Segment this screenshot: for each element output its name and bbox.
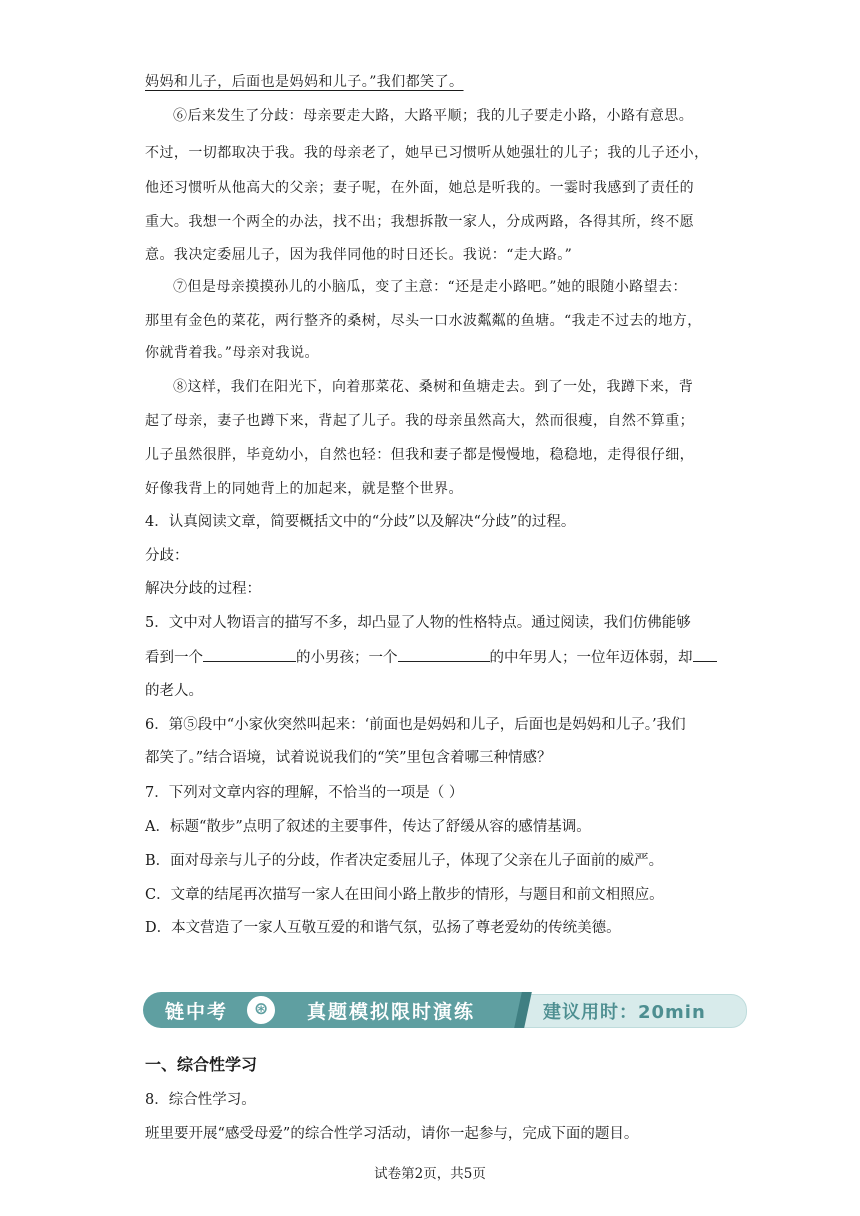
passage-line: ⑦但是母亲摸摸孙儿的小脑瓜，变了主意：“还是走小路吧。”她的眼随小路望去： <box>173 279 687 295</box>
page-footer: 试卷第2页，共5页 <box>374 1166 486 1182</box>
passage-line: ⑥后来发生了分歧：母亲要走大路，大路平顺；我的儿子要走小路，小路有意思。 <box>173 108 694 124</box>
question-4-process-label: 解决分歧的过程： <box>145 581 261 597</box>
answer-blank[interactable] <box>693 647 717 662</box>
passage-line: 好像我背上的同她背上的加起来，就是整个世界。 <box>145 481 463 497</box>
banner-label-left: 链中考 <box>165 1001 229 1023</box>
passage-line: 起了母亲，妻子也蹲下来，背起了儿子。我的母亲虽然高大，然而很瘦，自然不算重； <box>145 413 695 429</box>
passage-line: ⑧这样，我们在阳光下，向着那菜花、桑树和鱼塘走去。到了一处，我蹲下来，背 <box>173 379 694 395</box>
question-7: 7．下列对文章内容的理解，不恰当的一项是（ ） <box>145 785 464 801</box>
passage-line: 那里有金色的菜花，两行整齐的桑树，尽头一口水波粼粼的鱼塘。“我走不过去的地方， <box>145 313 702 329</box>
passage-line: 你就背着我。”母亲对我说。 <box>145 345 320 361</box>
question-4-divergence-label: 分歧： <box>145 548 189 564</box>
question-5-line: 的老人。 <box>145 683 203 699</box>
question-5-text: 的中年男人；一位年迈体弱，却 <box>489 650 693 666</box>
question-5-line: 5．文中对人物语言的描写不多，却凸显了人物的性格特点。通过阅读，我们仿佛能够 <box>145 615 691 631</box>
passage-line: 妈妈和儿子，后面也是妈妈和儿子。”我们都笑了。 <box>145 74 464 90</box>
passage-line: 不过，一切都取决于我。我的母亲老了，她早已习惯听从她强壮的儿子；我的儿子还小， <box>145 145 709 161</box>
passage-line: 儿子虽然很胖，毕竟幼小，自然也轻：但我和妻子都是慢慢地，稳稳地，走得很仔细， <box>145 447 695 463</box>
section-heading: 一、综合性学习 <box>145 1055 258 1074</box>
question-6-line: 6．第⑤段中“小家伙突然叫起来：‘前面也是妈妈和儿子，后面也是妈妈和儿子。’我们 <box>145 717 686 733</box>
banner-logo-icon: ⊛ <box>245 994 277 1026</box>
banner-label-middle: 真题模拟限时演练 <box>307 1001 476 1023</box>
question-8-description: 班里要开展“感受母爱”的综合性学习活动，请你一起参与，完成下面的题目。 <box>145 1126 639 1142</box>
question-5-text: 的小男孩；一个 <box>296 650 398 666</box>
answer-blank[interactable] <box>398 647 490 662</box>
option-a[interactable]: A．标题“散步”点明了叙述的主要事件，传达了舒缓从容的感情基调。 <box>145 819 591 835</box>
question-5-text: 看到一个 <box>145 650 203 666</box>
passage-line: 意。我决定委屈儿子，因为我伴同他的时日还长。我说：“走大路。” <box>145 247 573 263</box>
passage-line: 他还习惯听从他高大的父亲；妻子呢，在外面，她总是听我的。一霎时我感到了责任的 <box>145 180 695 196</box>
answer-blank[interactable] <box>203 647 296 662</box>
option-b[interactable]: B．面对母亲与儿子的分歧，作者决定委屈儿子，体现了父亲在儿子面前的威严。 <box>145 853 664 869</box>
question-5-line <box>145 647 717 668</box>
option-d[interactable]: D．本文营造了一家人互敬互爱的和谐气氛，弘扬了尊老爱幼的传统美德。 <box>145 920 621 936</box>
section-banner <box>143 992 745 1028</box>
question-8: 8．综合性学习。 <box>145 1092 256 1108</box>
passage-line: 重大。我想一个两全的办法，找不出；我想拆散一家人，分成两路，各得其所，终不愿 <box>145 214 695 230</box>
question-4: 4．认真阅读文章，简要概括文中的“分歧”以及解决“分歧”的过程。 <box>145 514 576 530</box>
option-c[interactable]: C．文章的结尾再次描写一家人在田间小路上散步的情形，与题目和前文相照应。 <box>145 887 664 903</box>
question-6-line: 都笑了。”结合语境，试着说说我们的“笑”里包含着哪三种情感？ <box>145 750 552 766</box>
banner-suggested-time: 建议用时：20min <box>543 1002 706 1023</box>
